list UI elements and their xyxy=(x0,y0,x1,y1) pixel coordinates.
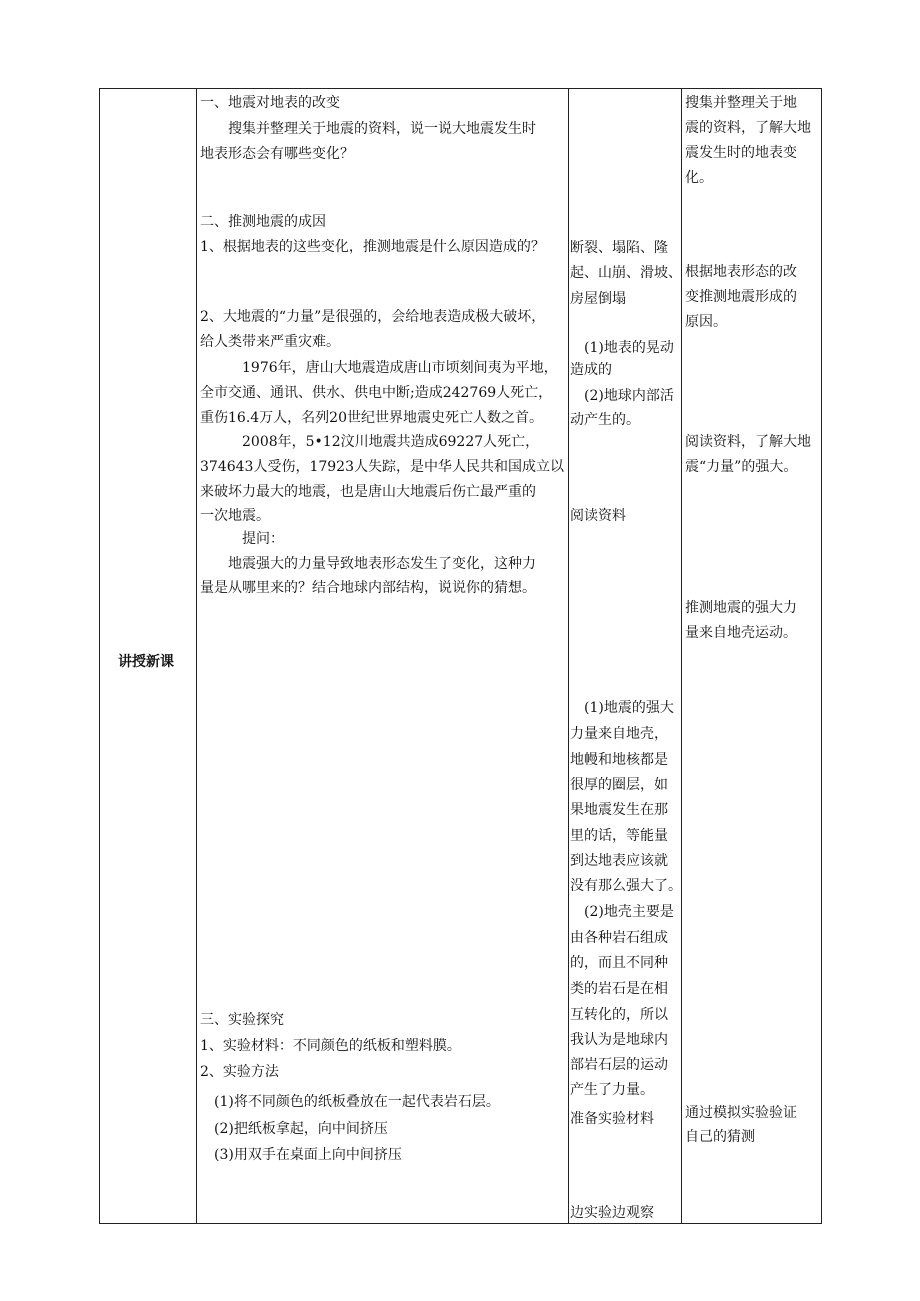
intent-line: 阅读资料，了解大地 xyxy=(685,434,811,450)
student-activity-cell xyxy=(569,89,681,1223)
content-line: 一次地震。 xyxy=(200,508,270,524)
student-line: 起、山崩、滑坡、 xyxy=(570,265,682,281)
student-line: (2)地球内部活 xyxy=(570,388,674,404)
student-line: 很厚的圈层，如 xyxy=(570,777,668,793)
student-line: (1)地震的强大 xyxy=(570,700,674,716)
student-line: 地幔和地核都是 xyxy=(570,752,668,768)
intent-line: 通过模拟实验验证 xyxy=(685,1105,797,1121)
content-line: 给人类带来严重灾难。 xyxy=(200,334,340,350)
intent-line: 搜集并整理关于地 xyxy=(685,95,797,111)
content-line: 提问： xyxy=(200,531,284,547)
student-line: 部岩石层的运动 xyxy=(570,1057,668,1073)
student-line: 里的话，等能量 xyxy=(570,828,668,844)
section-label: 讲授新课 xyxy=(118,654,174,670)
content-line: 重伤16.4万人，名列20世纪世界地震史死亡人数之首。 xyxy=(200,410,543,426)
intent-line: 震“力量”的强大。 xyxy=(685,459,798,475)
content-line: 量是从哪里来的？结合地球内部结构，说说你的猜想。 xyxy=(200,580,536,596)
student-line: (2)地壳主要是 xyxy=(570,904,674,920)
content-line: (2)把纸板拿起，向中间挤压 xyxy=(200,1121,388,1137)
teaching-content-cell xyxy=(197,89,568,1223)
student-line: 我认为是地球内 xyxy=(570,1032,668,1048)
student-line: 由各种岩石组成 xyxy=(570,930,668,946)
content-line: 搜集并整理关于地震的资料，说一说大地震发生时 xyxy=(200,121,536,137)
intent-line: 化。 xyxy=(685,170,713,186)
lesson-table xyxy=(99,88,822,1224)
intent-line: 根据地表形态的改 xyxy=(685,264,797,280)
student-line: 力量来自地壳， xyxy=(570,726,668,742)
content-line: 2、大地震的“力量”是很强的，会给地表造成极大破坏， xyxy=(200,309,546,325)
intent-line: 原因。 xyxy=(685,314,727,330)
student-line: 边实验边观察 xyxy=(570,1205,654,1221)
section-cell xyxy=(100,89,196,1223)
content-line: 来破坏力最大的地震，也是唐山大地震后伤亡最严重的 xyxy=(200,484,536,500)
intent-line: 推测地震的强大力 xyxy=(685,600,797,616)
intent-line: 震的资料，了解大地 xyxy=(685,120,811,136)
student-line: 产生了力量。 xyxy=(570,1082,654,1098)
student-line: 互转化的，所以 xyxy=(570,1007,668,1023)
student-line: 造成的 xyxy=(570,362,612,378)
content-line: 1、实验材料：不同颜色的纸板和塑料膜。 xyxy=(200,1038,461,1054)
content-line: (1)将不同颜色的纸板叠放在一起代表岩石层。 xyxy=(200,1094,500,1110)
student-line: 类的岩石是在相 xyxy=(570,981,668,997)
student-line: 到达地表应该就 xyxy=(570,853,668,869)
intent-line: 自己的猜测 xyxy=(685,1129,755,1145)
student-line: 阅读资料 xyxy=(570,508,626,524)
content-line: (3)用双手在桌面上向中间挤压 xyxy=(200,1147,402,1163)
intent-line: 震发生时的地表变 xyxy=(685,145,797,161)
content-line: 2008年，5•12汶川地震共造成69227人死亡， xyxy=(200,434,540,450)
intent-line: 量来自地壳运动。 xyxy=(685,625,797,641)
student-line: 没有那么强大了。 xyxy=(570,878,682,894)
content-line: 374643人受伤，17923人失踪，是中华人民共和国成立以 xyxy=(200,459,564,475)
content-line: 1976年，唐山大地震造成唐山市顷刻间夷为平地， xyxy=(200,360,558,376)
design-intent-cell xyxy=(682,89,821,1223)
student-line: 果地震发生在那 xyxy=(570,802,668,818)
content-line: 1、根据地表的这些变化，推测地震是什么原因造成的？ xyxy=(200,239,545,255)
content-line: 地表形态会有哪些变化？ xyxy=(200,146,354,162)
student-line: 断裂、塌陷、隆 xyxy=(570,240,668,256)
content-line: 地震强大的力量导致地表形态发生了变化，这种力 xyxy=(200,556,536,572)
student-line: (1)地表的晃动 xyxy=(570,340,674,356)
student-line: 动产生的。 xyxy=(570,412,640,428)
content-line: 一、地震对地表的改变 xyxy=(200,95,340,111)
student-line: 房屋倒塌 xyxy=(570,291,626,307)
content-line: 2、实验方法 xyxy=(200,1064,279,1080)
content-line: 三、实验探究 xyxy=(200,1012,284,1028)
content-line: 二、推测地震的成因 xyxy=(200,214,326,230)
student-line: 的，而且不同种 xyxy=(570,955,668,971)
student-line: 准备实验材料 xyxy=(570,1111,654,1127)
intent-line: 变推测地震形成的 xyxy=(685,289,797,305)
content-line: 全市交通、通讯、供水、供电中断;造成242769人死亡， xyxy=(200,385,553,401)
